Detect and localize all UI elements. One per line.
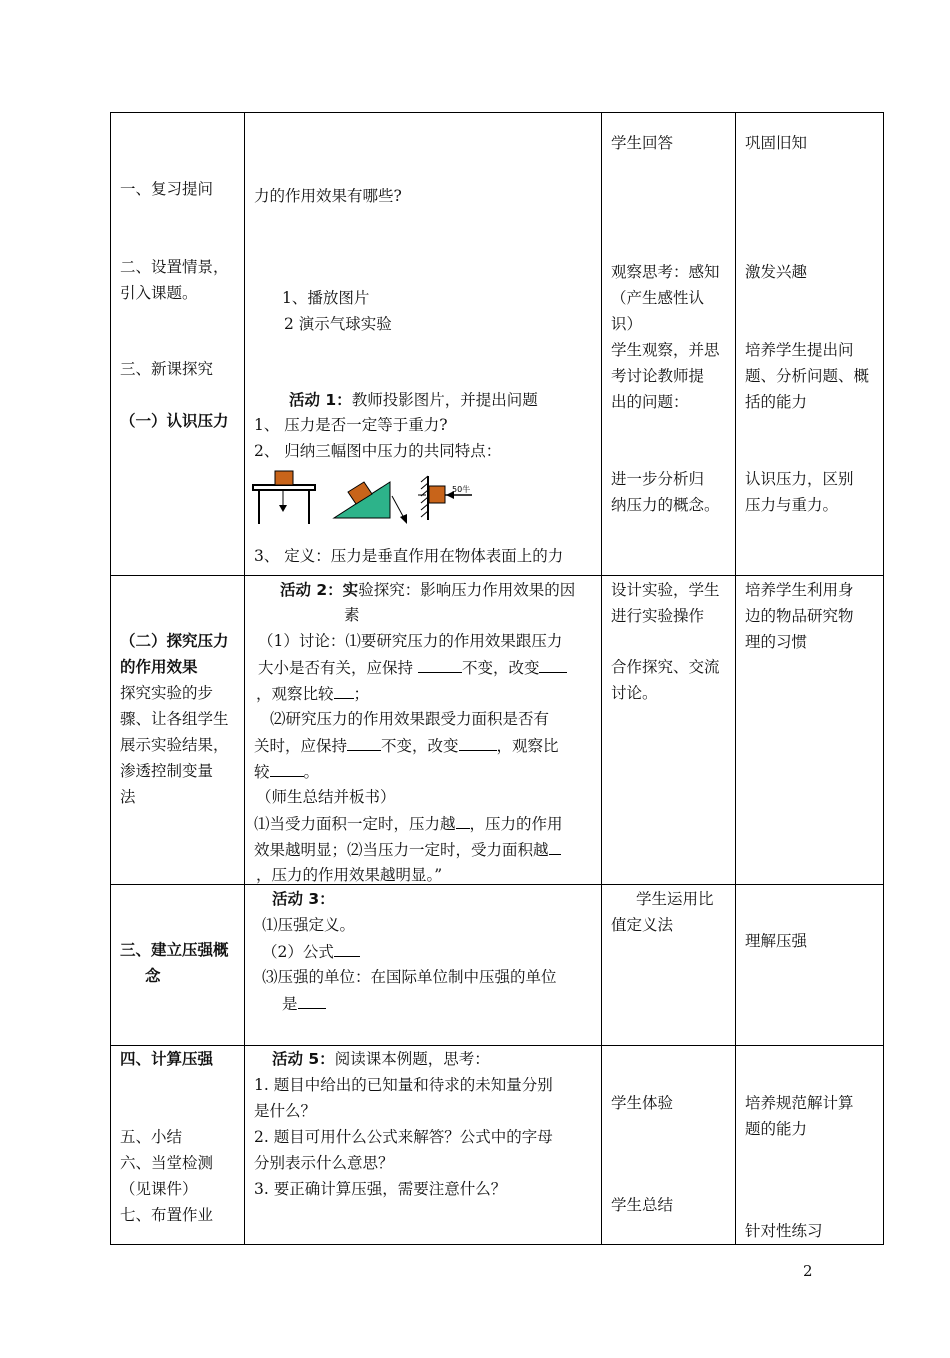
calc-question-3: 3. 要正确计算压强，需要注意什么？ (254, 1180, 507, 1198)
col-divider (244, 112, 245, 1245)
conclusion-3: ，压力的作用效果越明显。” (256, 866, 443, 884)
activity-1 (289, 387, 538, 413)
calc-question-2: 2. 题目可用什么公式来解答？公式中的字母 (254, 1128, 553, 1146)
text-part: ； (353, 685, 370, 703)
stage-test-cont: （见课件） (120, 1180, 198, 1198)
stage-scene: 二、设置情景， (120, 258, 229, 276)
student-analyze-cont: 纳压力的概念。 (611, 496, 720, 514)
stage-summary: 五、小结 (120, 1128, 183, 1146)
balloon-demo: 2 演示气球实验 (284, 315, 392, 333)
text-part: 效果越明显；⑵当压力一定时，受力面积越 (254, 841, 549, 859)
arrow-head (279, 505, 287, 512)
student-watch-cont: 出的问题： (611, 393, 689, 411)
col-divider (601, 112, 602, 1245)
discuss-2-line2 (254, 732, 559, 759)
intent-ability-cont: 题、分析问题、概 (745, 367, 870, 385)
stage-steps-text: 法 (120, 788, 136, 806)
pressure-unit: ⑶压强的单位：在国际单位制中压强的单位 (262, 968, 557, 986)
activity-5 (272, 1046, 490, 1072)
blank-field[interactable] (334, 680, 354, 699)
intent-habit-cont: 边的物品研究物 (745, 607, 854, 625)
student-observe-cont: （产生感性认 (611, 289, 705, 307)
student-coop-cont: 讨论。 (611, 684, 658, 702)
table-top (253, 485, 315, 490)
intent-ability: 培养学生提出问 (745, 341, 854, 359)
student-observe-cont: 识） (611, 315, 643, 333)
block (429, 486, 445, 503)
intent-practice: 针对性练习 (745, 1222, 823, 1240)
question-1: 1、 压力是否一定等于重力? (254, 416, 448, 434)
wall-hatching (421, 476, 428, 517)
pressure-unit-cont (282, 990, 326, 1017)
discuss-2-line3 (254, 758, 319, 785)
text-part: ，压力的作用 (469, 815, 563, 833)
text-part: 不变，改变 (381, 737, 459, 755)
student-coop: 合作探究、交流 (611, 658, 720, 676)
discuss-2: ⑵研究压力的作用效果跟受力面积是否有 (270, 710, 550, 728)
blank-field[interactable] (334, 938, 360, 957)
pressure-formula (262, 938, 360, 965)
activity-text: 验探究：影响压力作用效果的因 (358, 581, 576, 599)
stage-homework: 七、布置作业 (120, 1206, 214, 1224)
stage-steps-text: 渗透控制变量 (120, 762, 214, 780)
stage-concept: 三、建立压强概 (120, 941, 229, 959)
blank-field[interactable] (459, 732, 497, 751)
student-watch-cont: 考讨论教师提 (611, 367, 705, 385)
text-part: （2）公式 (262, 943, 334, 961)
stage-test: 六、当堂检测 (120, 1154, 214, 1172)
conclusion-2 (254, 836, 561, 863)
intent-know-cont: 压力与重力。 (745, 496, 839, 514)
blank-field[interactable] (298, 990, 326, 1009)
activity-2 (280, 577, 575, 603)
stage-concept-cont: 念 (145, 967, 161, 985)
activity-label: 活动 2：实 (280, 581, 359, 599)
student-ratio-cont: 值定义法 (611, 916, 674, 934)
stage-know-pressure: （一）认识压力 (120, 412, 229, 430)
text-part: 不变，改变 (461, 659, 540, 677)
row-divider (110, 884, 884, 885)
discuss-1: （1）讨论：⑴要研究压力的作用效果跟压力 (258, 632, 563, 650)
table-border-top (110, 112, 884, 113)
activity-text: 阅读课本例题，思考： (334, 1050, 490, 1068)
blank-field[interactable] (347, 732, 381, 751)
student-design: 设计实验，学生 (611, 581, 720, 599)
intent-interest: 激发兴趣 (745, 263, 808, 281)
blank-field[interactable] (270, 758, 304, 777)
stage-effect: （二）探究压力 (120, 632, 229, 650)
text-part: 大小是否有关，应保持 (258, 659, 414, 677)
student-watch: 学生观察，并思 (611, 341, 720, 359)
activity-2-cont: 素 (344, 606, 360, 624)
play-pictures: 1、播放图片 (282, 289, 370, 307)
page-number: 2 (803, 1262, 813, 1280)
activity-3: 活动 3： (272, 890, 335, 908)
text-line: 探究实验的步 (120, 684, 214, 702)
pressure-definition: ⑴压强定义。 (262, 916, 356, 934)
student-experience: 学生体验 (611, 1094, 674, 1112)
blank-field[interactable] (418, 654, 462, 673)
intent-habit-cont: 理的习惯 (745, 633, 808, 651)
intent-habit: 培养学生利用身 (745, 581, 854, 599)
blank-field[interactable] (456, 810, 470, 829)
stage-explore: 三、新课探究 (120, 360, 214, 378)
calc-question-1-cont: 是什么？ (254, 1102, 317, 1120)
review-question: 力的作用效果有哪些? (254, 187, 402, 205)
row-divider (110, 575, 884, 576)
force-label: 50牛 (452, 485, 471, 494)
text-part: 是 (282, 995, 298, 1013)
table-border-bottom (110, 1244, 884, 1245)
text-part: 较 (254, 763, 270, 781)
student-observe: 观察思考：感知 (611, 263, 720, 281)
conclusion-1 (254, 810, 563, 837)
arrow-head (400, 514, 407, 524)
stage-steps-text: 展示实验结果， (120, 736, 229, 754)
student-ratio: 学生运用比 (636, 890, 714, 908)
stage-scene-cont: 引入课题。 (120, 284, 198, 302)
activity-label: 活动 1： (289, 391, 352, 409)
block (275, 471, 293, 485)
row-divider (110, 1045, 884, 1046)
discuss-1-line2 (258, 654, 567, 681)
intent-standard: 培养规范解计算 (745, 1094, 854, 1112)
intent-know: 认识压力，区别 (745, 470, 854, 488)
activity-text: 教师投影图片，并提出问题 (351, 391, 538, 409)
text-part: ⑴当受力面积一定时，压力越 (254, 815, 456, 833)
stage-steps-text: 骤、让各组学生 (120, 710, 229, 728)
text-part: 关时，应保持 (254, 737, 348, 755)
stage-effect-cont: 的作用效果 (120, 658, 198, 676)
force-arrow (392, 496, 404, 518)
text-part: 。 (303, 763, 320, 781)
student-design-cont: 进行实验操作 (611, 607, 705, 625)
text-part: ，观察比 (496, 737, 559, 755)
intent-ability-cont: 括的能力 (745, 393, 808, 411)
table-border-left (110, 112, 111, 1245)
student-answer: 学生回答 (611, 134, 674, 152)
calc-question-2-cont: 分别表示什么意思？ (254, 1154, 394, 1172)
question-3: 3、 定义：压力是垂直作用在物体表面上的力 (254, 547, 564, 565)
student-analyze: 进一步分析归 (611, 470, 705, 488)
summary-label: （师生总结并板书） (256, 788, 396, 806)
question-2: 2、 归纳三幅图中压力的共同特点： (254, 442, 502, 460)
intent-understand: 理解压强 (745, 932, 808, 950)
text-part: ，观察比较 (256, 685, 334, 703)
pressure-figures (250, 468, 480, 530)
calc-question-1: 1. 题目中给出的已知量和待求的未知量分别 (254, 1076, 553, 1094)
col-divider (735, 112, 736, 1245)
discuss-1-line3 (256, 680, 369, 707)
stage-steps-text (120, 680, 236, 706)
blank-field[interactable] (549, 836, 561, 855)
blank-field[interactable] (539, 654, 567, 673)
activity-label: 活动 5： (272, 1050, 335, 1068)
stage-review: 一、复习提问 (120, 180, 214, 198)
stage-calc: 四、计算压强 (120, 1050, 214, 1068)
intent-consolidate: 巩固旧知 (745, 134, 808, 152)
table-border-right (883, 112, 884, 1245)
student-summarize: 学生总结 (611, 1196, 674, 1214)
intent-standard-cont: 题的能力 (745, 1120, 808, 1138)
